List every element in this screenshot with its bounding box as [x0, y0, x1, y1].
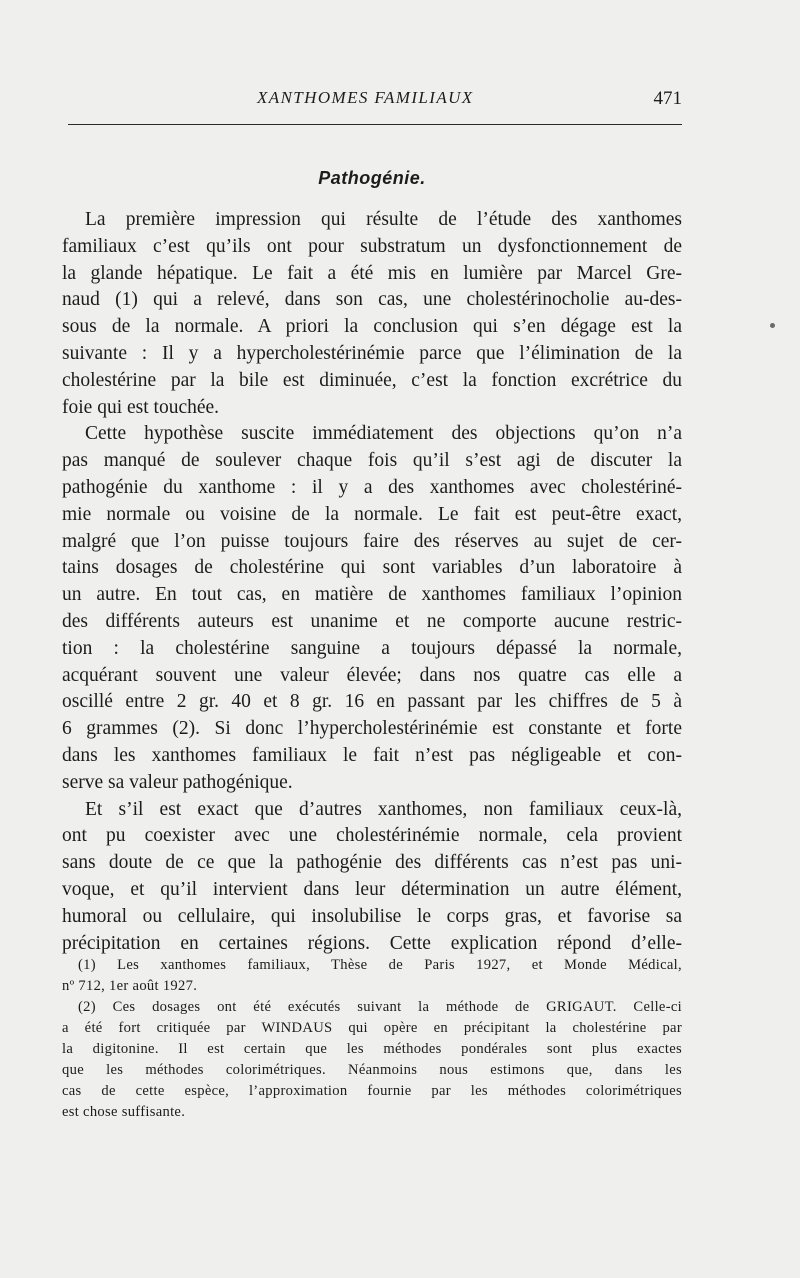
footnote-line: a été fort critiquée par WINDAUS qui opère en précipitant la cholestérine par — [62, 1020, 682, 1036]
page-header — [62, 88, 682, 118]
text-line: malgré que l’on puisse toujours faire des réserves au sujet de cer- — [62, 530, 682, 552]
text-line: ont pu coexister avec une cholestérinémie normale, cela provient — [62, 825, 682, 847]
footnotes — [62, 955, 682, 1123]
text-line: foie qui est touchée. — [62, 396, 220, 418]
text-line: suivante : Il y a hypercholestérinémie parce que l’élimination de la — [62, 342, 682, 364]
text-line: La première impression qui résulte de l’étude des xanthomes — [85, 209, 682, 230]
text-line: sous de la normale. A priori la conclusion qui s’en dégage est la — [62, 316, 682, 338]
ink-spot-mark — [770, 323, 775, 328]
text-line: tains dosages de cholestérine qui sont variables d’un laboratoire à — [62, 557, 682, 579]
text-line: mie normale ou voisine de la normale. Le fait est peut-être exact, — [62, 503, 682, 525]
text-line: serve sa valeur pathogénique. — [62, 771, 293, 793]
footnote-line: que les méthodes colorimétriques. Néanmoins nous estimons que, dans les — [62, 1062, 682, 1078]
text-line: pas manqué de soulever chaque fois qu’il s’est agi de discuter la — [62, 450, 682, 472]
text-line: naud (1) qui a relevé, dans son cas, une cholestérinocholie au-des- — [62, 289, 682, 311]
footnote-line: (1) Les xanthomes familiaux, Thèse de Paris 1927, et Monde Médical, — [78, 957, 682, 973]
footnote-line: (2) Ces dosages ont été exécutés suivant la méthode de GRIGAUT. Celle-ci — [78, 999, 682, 1015]
section-title: Pathogénie. — [318, 168, 426, 188]
header-rule — [68, 124, 682, 125]
footnote-line: nº 712, 1er août 1927. — [62, 978, 198, 994]
text-line: un autre. En tout cas, en matière de xanthomes familiaux l’opinion — [62, 584, 682, 606]
text-line: oscillé entre 2 gr. 40 et 8 gr. 16 en passant par les chiffres de 5 à — [62, 691, 682, 713]
page-number: 471 — [653, 88, 682, 109]
text-line: voque, et qu’il intervient dans leur détermination un autre élément, — [62, 878, 682, 900]
text-line: dans les xanthomes familiaux le fait n’est pas négligeable et con- — [62, 744, 682, 766]
text-line: la glande hépatique. Le fait a été mis en lumière par Marcel Gre- — [62, 262, 682, 284]
text-line: familiaux c’est qu’ils ont pour substratum un dysfonctionnement de — [62, 235, 682, 257]
text-line: précipitation en certaines régions. Cette explication répond d’elle- — [62, 932, 682, 954]
body-text — [62, 207, 682, 957]
text-line: humoral ou cellulaire, qui insolubilise le corps gras, et favorise sa — [62, 905, 682, 927]
text-line: cholestérine par la bile est diminuée, c’est la fonction excrétrice du — [62, 369, 682, 391]
text-line: sans doute de ce que la pathogénie des différents cas n’est pas uni- — [62, 852, 682, 874]
text-line: des différents auteurs est unanime et ne comporte aucune restric- — [62, 610, 682, 632]
footnote-line: la digitonine. Il est certain que les méthodes pondérales sont plus exactes — [62, 1041, 682, 1057]
text-line: pathogénie du xanthome : il y a des xanthomes avec cholestériné- — [62, 476, 682, 498]
text-line: 6 grammes (2). Si donc l’hypercholestérinémie est constante et forte — [62, 718, 682, 740]
text-line: tion : la cholestérine sanguine a toujours dépassé la normale, — [62, 637, 682, 659]
text-line: Et s’il est exact que d’autres xanthomes, non familiaux ceux-là, — [85, 798, 682, 820]
footnote-line: cas de cette espèce, l’approximation fournie par les méthodes colorimétriques — [62, 1083, 682, 1099]
running-title: XANTHOMES FAMILIAUX — [257, 88, 474, 107]
footnote-line: est chose suffisante. — [62, 1104, 186, 1120]
text-line: acquérant souvent une valeur élevée; dans nos quatre cas elle a — [62, 664, 682, 686]
text-line: Cette hypothèse suscite immédiatement des objections qu’on n’a — [85, 423, 682, 445]
